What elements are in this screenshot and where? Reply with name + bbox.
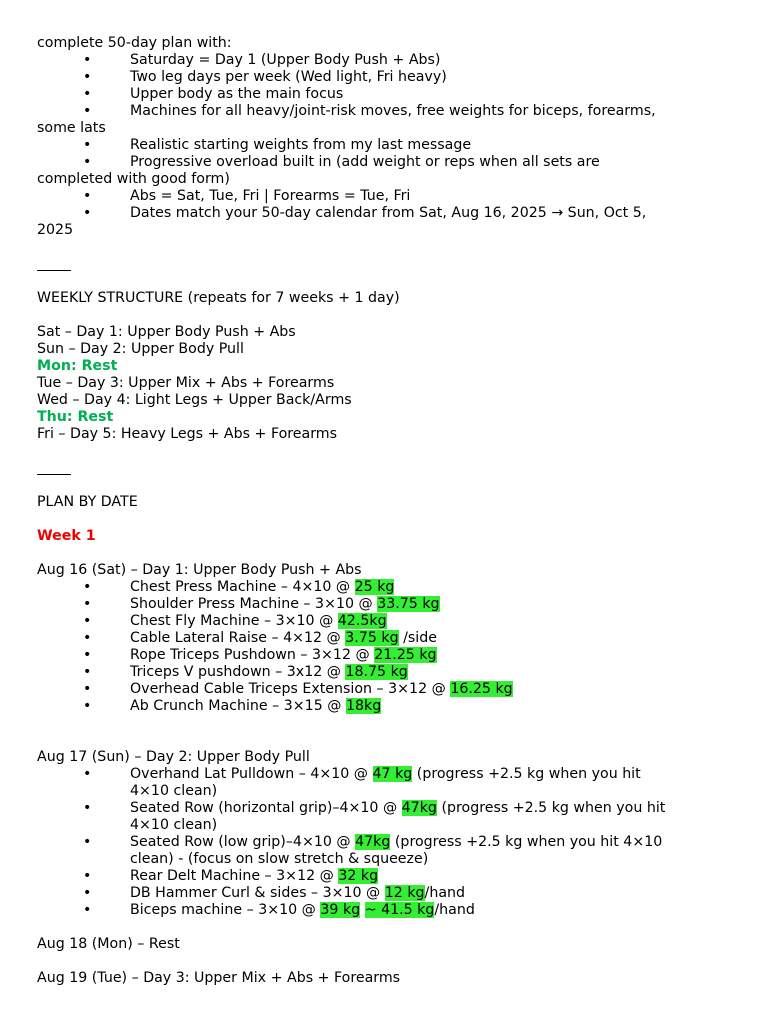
exercise-item (37, 681, 737, 698)
exercise-text: Overhead Cable Triceps Extension – 3×12 @ (130, 681, 451, 697)
exercise-text: Biceps machine – 3×10 @ (130, 902, 321, 918)
exercise-item (37, 613, 737, 630)
weight-highlight: 42.5kg (337, 613, 387, 629)
exercise-item-continuation: 4×10 clean) (130, 817, 218, 833)
weight-highlight: 3.75 kg (345, 630, 399, 646)
bullet: • (83, 630, 92, 646)
plan-title: PLAN BY DATE (37, 494, 138, 510)
exercise-text (360, 902, 365, 918)
list-item: • Progressive overload built in (add weight or reps when all sets are (83, 154, 600, 170)
weekly-day: Wed – Day 4: Light Legs + Upper Back/Arms (37, 392, 352, 408)
exercise-item-continuation: 4×10 clean) (130, 783, 218, 799)
exercise-text: Chest Fly Machine – 3×10 @ (130, 613, 338, 629)
weight-highlight: 47kg (355, 834, 391, 850)
weight-highlight: 33.75 kg (377, 596, 440, 612)
weight-highlight: 12 kg (384, 885, 425, 901)
bullet: • (83, 596, 92, 612)
exercise-text: Seated Row (horizontal grip)–4×10 @ (130, 800, 402, 816)
weekly-day: Fri – Day 5: Heavy Legs + Abs + Forearms (37, 426, 338, 442)
exercise-item (37, 902, 737, 919)
list-item: • Abs = Sat, Tue, Fri | Forearms = Tue, Fri (83, 188, 411, 204)
bullet: • (83, 613, 92, 629)
exercise-item (37, 698, 737, 715)
day-title: Aug 18 (Mon) – Rest (37, 936, 180, 952)
bullet: • (83, 800, 92, 816)
exercise-item (37, 834, 737, 851)
week-label: Week 1 (37, 528, 96, 544)
exercise-item (37, 647, 737, 664)
intro-text: complete 50-day plan with: (37, 35, 232, 51)
weekly-day: Sat – Day 1: Upper Body Push + Abs (37, 324, 296, 340)
bullet: • (83, 579, 92, 595)
weight-highlight: ~ 41.5 kg (364, 902, 435, 918)
list-item: • Dates match your 50-day calendar from Sat, Aug 16, 2025 → Sun, Oct 5, (83, 205, 647, 221)
list-item-continuation: completed with good form) (37, 171, 230, 187)
bullet: • (83, 664, 92, 680)
weight-highlight: 18kg (345, 698, 382, 714)
exercise-text: (progress +2.5 kg when you hit 4×10 (390, 834, 663, 850)
weekly-rest-day: Mon: Rest (37, 358, 118, 374)
day-title: Aug 19 (Tue) – Day 3: Upper Mix + Abs + Forearms (37, 970, 401, 986)
bullet: • (83, 86, 92, 102)
bullet: • (83, 69, 92, 85)
exercise-text: (progress +2.5 kg when you hit (436, 800, 666, 816)
exercise-text: Ab Crunch Machine – 3×15 @ (130, 698, 346, 714)
exercise-item (37, 885, 737, 902)
exercise-item (37, 630, 737, 647)
exercise-text: Rear Delt Machine – 3×12 @ (130, 868, 339, 884)
exercise-text: Seated Row (low grip)–4×10 @ (130, 834, 356, 850)
bullet: • (83, 154, 92, 170)
exercise-item (37, 579, 737, 596)
exercise-text: Cable Lateral Raise – 4×12 @ (130, 630, 346, 646)
exercise-text: Triceps V pushdown – 3x12 @ (130, 664, 346, 680)
document (37, 35, 737, 987)
list-item: • Machines for all heavy/joint-risk moves, free weights for biceps, forearms, (83, 103, 656, 119)
bullet: • (83, 647, 92, 663)
weight-highlight: 16.25 kg (450, 681, 513, 697)
weekly-day: Sun – Day 2: Upper Body Pull (37, 341, 244, 357)
exercise-text: /side (398, 630, 437, 646)
exercise-item (37, 868, 737, 885)
bullet: • (83, 137, 92, 153)
exercise-text: Rope Triceps Pushdown – 3×12 @ (130, 647, 375, 663)
weight-highlight: 25 kg (354, 579, 395, 595)
exercise-text: Shoulder Press Machine – 3×10 @ (130, 596, 378, 612)
weight-highlight: 47 kg (372, 766, 413, 782)
exercise-item (37, 766, 737, 783)
weight-highlight: 21.25 kg (374, 647, 437, 663)
bullet: • (83, 834, 92, 850)
list-item-continuation: 2025 (37, 222, 74, 238)
bullet: • (83, 698, 92, 714)
weekly-day: Tue – Day 3: Upper Mix + Abs + Forearms (37, 375, 335, 391)
bullet: • (83, 52, 92, 68)
exercise-list (37, 579, 737, 715)
list-item: • Upper body as the main focus (83, 86, 344, 102)
exercise-item (37, 596, 737, 613)
weight-highlight: 39 kg (320, 902, 361, 918)
exercise-text: /hand (424, 885, 466, 901)
exercise-text: /hand (434, 902, 475, 918)
bullet: • (83, 188, 92, 204)
exercise-text: DB Hammer Curl & sides – 3×10 @ (130, 885, 385, 901)
weekly-rest-day: Thu: Rest (37, 409, 114, 425)
list-item: • Realistic starting weights from my last message (83, 137, 472, 153)
bullet: • (83, 868, 92, 884)
list-item: • Saturday = Day 1 (Upper Body Push + Abs) (83, 52, 441, 68)
exercise-text: Overhand Lat Pulldown – 4×10 @ (130, 766, 373, 782)
bullet: • (83, 902, 92, 918)
bullet: • (83, 681, 92, 697)
bullet: • (83, 885, 92, 901)
exercise-item-continuation: clean) - (focus on slow stretch & squeeze) (130, 851, 429, 867)
day-title: Aug 17 (Sun) – Day 2: Upper Body Pull (37, 749, 310, 765)
exercise-list (37, 766, 737, 919)
weight-highlight: 47kg (401, 800, 437, 816)
weight-highlight: 18.75 kg (345, 664, 408, 680)
day-title: Aug 16 (Sat) – Day 1: Upper Body Push + Abs (37, 562, 362, 578)
exercise-text: Chest Press Machine – 4×10 @ (130, 579, 355, 595)
exercise-item (37, 800, 737, 817)
bullet: • (83, 103, 92, 119)
list-item-continuation: some lats (37, 120, 106, 136)
weekly-structure-title: WEEKLY STRUCTURE (repeats for 7 weeks + 1 day) (37, 290, 400, 306)
bullet: • (83, 766, 92, 782)
weight-highlight: 32 kg (338, 868, 379, 884)
exercise-text: (progress +2.5 kg when you hit (412, 766, 641, 782)
bullet: • (83, 205, 92, 221)
list-item: • Two leg days per week (Wed light, Fri heavy) (83, 69, 447, 85)
exercise-item (37, 664, 737, 681)
